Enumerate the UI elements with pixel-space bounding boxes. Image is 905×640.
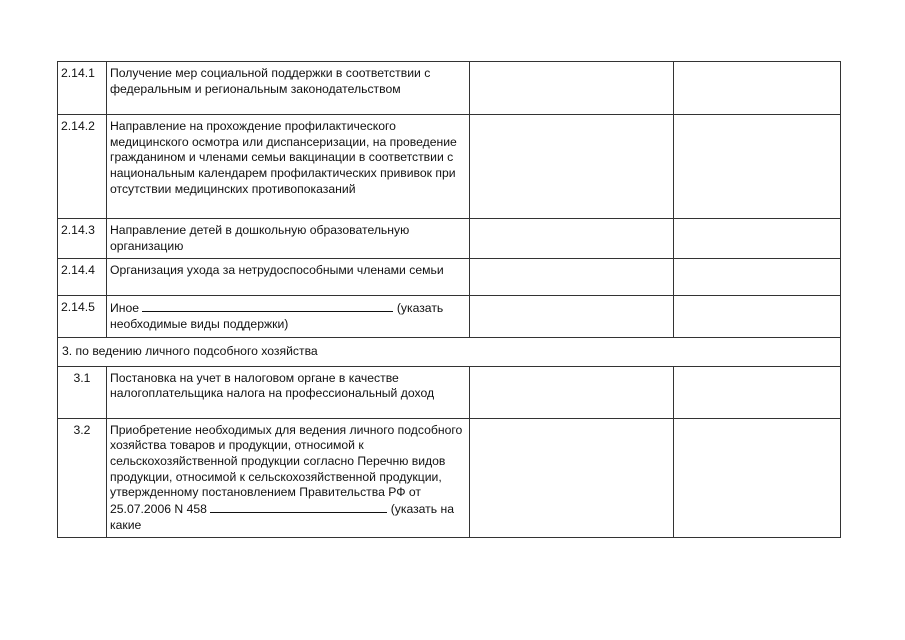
section-row — [58, 337, 841, 366]
item-description — [107, 296, 470, 337]
item-description: Постановка на учет в налоговом органе в качестве налогоплательщика налога на профессиональный доход — [107, 366, 470, 418]
empty-cell — [470, 115, 674, 219]
table-row — [58, 219, 841, 259]
empty-cell — [674, 296, 841, 337]
item-number: 2.14.1 — [58, 62, 107, 115]
empty-cell — [674, 115, 841, 219]
fill-in-blank[interactable] — [142, 300, 393, 312]
table-row — [58, 115, 841, 219]
table-row — [58, 259, 841, 296]
table-row — [58, 366, 841, 418]
empty-cell — [674, 418, 841, 538]
empty-cell — [674, 219, 841, 259]
section-heading: 3. по ведению личного подсобного хозяйства — [58, 337, 841, 366]
empty-cell — [470, 62, 674, 115]
item-text-after: (указать на какие — [110, 502, 455, 532]
item-description: Направление детей в дошкольную образовательную организацию — [107, 219, 470, 259]
item-number: 3.2 — [58, 418, 107, 538]
fill-in-blank[interactable] — [210, 501, 387, 513]
item-text-before: Иное — [110, 301, 140, 316]
empty-cell — [470, 219, 674, 259]
item-description: Направление на прохождение профилактического медицинского осмотра или диспансеризации, на проведение гражданином и членами семьи вакцинации в соответствии с национальным календарем профилактических прививок при отсутствии медицинских противопоказаний — [107, 115, 470, 219]
item-text-before: Приобретение необходимых для ведения личного подсобного хозяйства товаров и продукции, относимой к сельскохозяйственной продукции согласно Перечню видов продукции, относимой к сельскохозяйственной продукции, утвержденному постановлением Правительства РФ от 25.07.2006 N 458 — [110, 422, 463, 517]
empty-cell — [674, 366, 841, 418]
empty-cell — [674, 259, 841, 296]
item-number: 2.14.3 — [58, 219, 107, 259]
table-row — [58, 418, 841, 538]
item-number: 2.14.4 — [58, 259, 107, 296]
item-text-after: (указать необходимые виды поддержки) — [110, 301, 444, 332]
empty-cell — [470, 366, 674, 418]
item-description — [107, 418, 470, 538]
table-row — [58, 62, 841, 115]
support-measures-table — [57, 61, 841, 538]
item-description: Получение мер социальной поддержки в соответствии с федеральным и региональным законодательством — [107, 62, 470, 115]
item-number: 3.1 — [58, 366, 107, 418]
empty-cell — [470, 296, 674, 337]
item-number: 2.14.5 — [58, 296, 107, 337]
table-row — [58, 296, 841, 337]
empty-cell — [674, 62, 841, 115]
item-number: 2.14.2 — [58, 115, 107, 219]
item-description: Организация ухода за нетрудоспособными членами семьи — [107, 259, 470, 296]
empty-cell — [470, 418, 674, 538]
empty-cell — [470, 259, 674, 296]
